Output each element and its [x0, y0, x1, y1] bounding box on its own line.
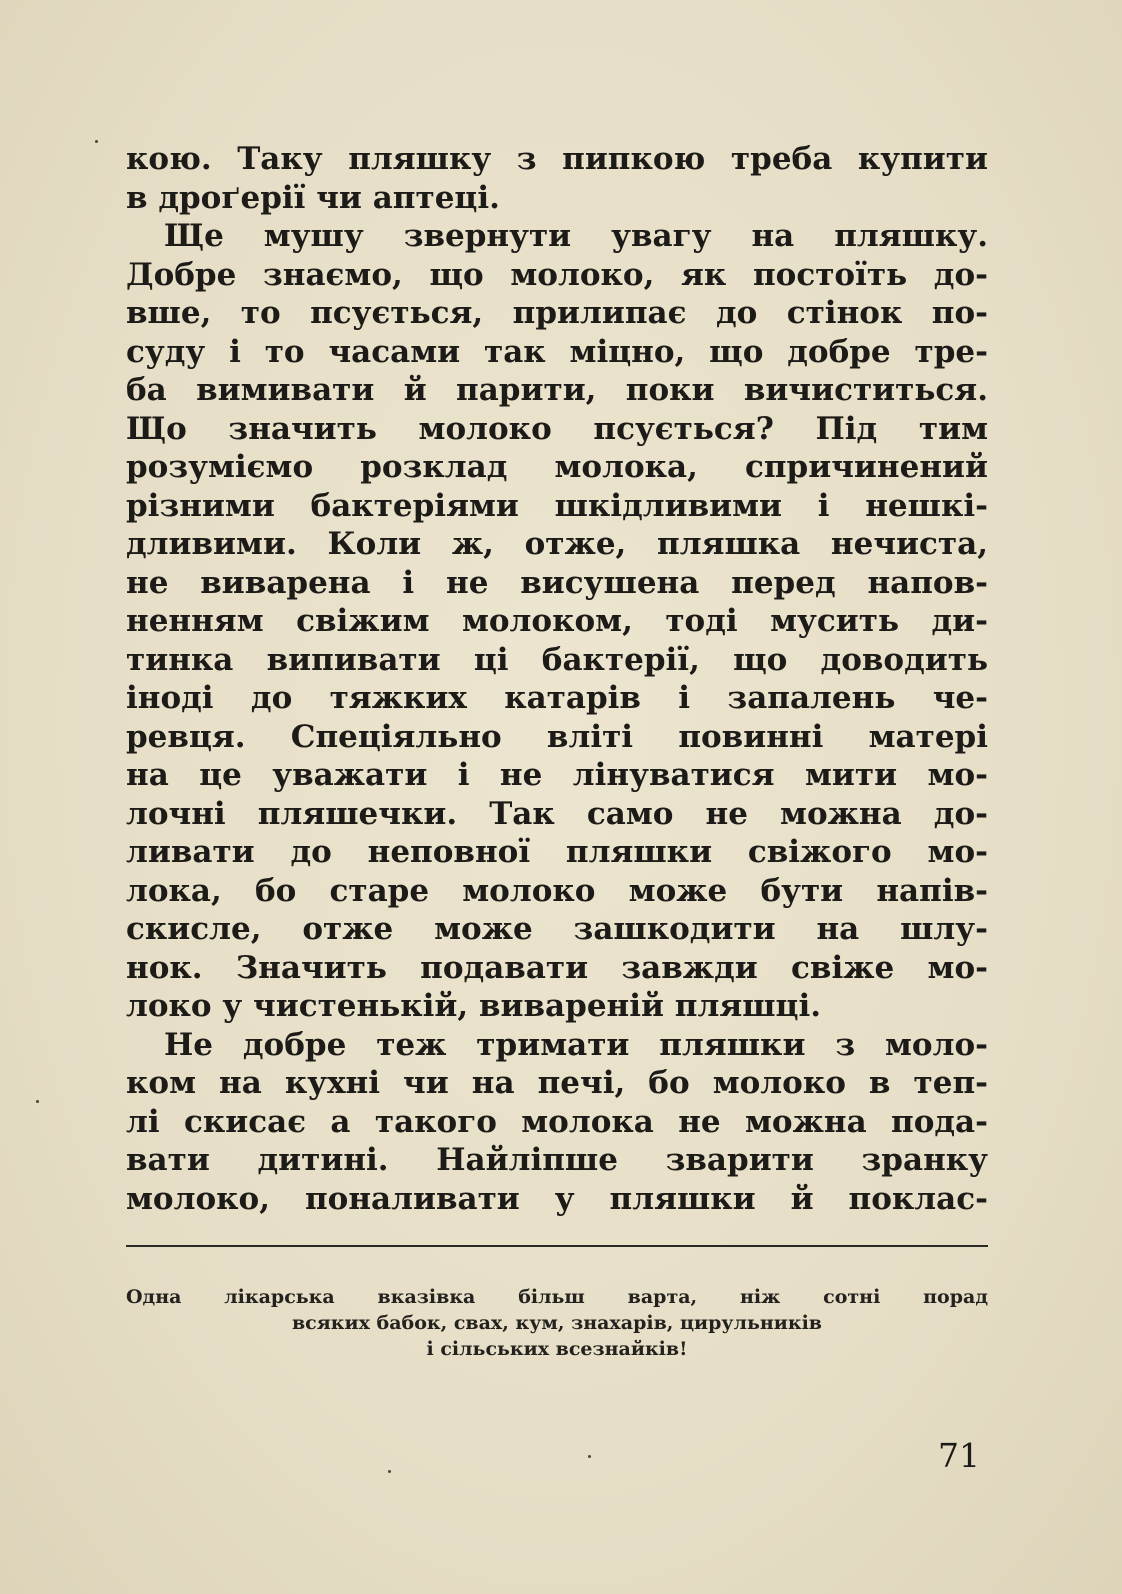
text-line: в дроґерії чи аптеці.: [126, 179, 500, 216]
text-line: ком на кухні чи на печі, бо молоко в теп-: [126, 1065, 988, 1101]
text-line: різними бактеріями шкідливими і нешкі-: [126, 487, 988, 524]
footnote-line: Одна лікарська вказівка більш варта, ніж сотні порад: [126, 1286, 988, 1308]
text-line: Не добре теж тримати пляшки з моло-: [164, 1026, 988, 1063]
text-line: ненням свіжим молоком, тоді мусить ди-: [126, 603, 988, 639]
paper-speck: [36, 1100, 39, 1103]
text-line: молоко, поналивати у пляшки й поклас-: [126, 1180, 988, 1217]
text-line: лі скисає а такого молока не можна пода-: [126, 1103, 988, 1140]
footnote-divider: [126, 1245, 988, 1247]
text-line: вати дитині. Найліпше зварити зранку: [126, 1142, 988, 1178]
footnote: [126, 1284, 988, 1362]
page-number: 71: [938, 1436, 980, 1475]
text-line: не виварена і не висушена перед напов-: [126, 564, 988, 601]
text-line: тинка випивати ці бактерії, що доводить: [126, 641, 988, 678]
text-line: ливати до неповної пляшки свіжого мо-: [126, 834, 988, 870]
text-line: Добре знаємо, що молоко, як постоїть до-: [126, 256, 988, 293]
text-line: суду і то часами так міцно, що добре тре-: [126, 333, 988, 370]
footnote-line: всяких бабок, свах, кум, знахарів, цирульників: [291, 1312, 823, 1334]
text-line: кою. Таку пляшку з пипкою треба купити: [126, 141, 988, 177]
text-line: вше, то псується, прилипає до стінок по-: [126, 295, 988, 331]
text-line: Ще мушу звернути увагу на пляшку.: [164, 218, 988, 254]
text-line: ревця. Спеціяльно вліті повинні матері: [126, 718, 988, 755]
footnote-line: і сільських всезнайків!: [426, 1338, 688, 1360]
text-line: локо у чистенькій, вивареній пляшці.: [126, 988, 822, 1024]
text-line: іноді до тяжких катарів і запалень че-: [126, 680, 988, 716]
body-text: [126, 140, 988, 1218]
text-line: лока, бо старе молоко може бути напів-: [126, 872, 988, 909]
paper-speck: [388, 1470, 391, 1473]
text-line: нок. Значить подавати завжди свіже мо-: [126, 949, 988, 986]
text-line: на це уважати і не лінуватися мити мо-: [126, 757, 988, 793]
paper-speck: [588, 1455, 591, 1458]
paper-speck: [95, 140, 98, 143]
text-line: ба вимивати й парити, поки вичиститься.: [126, 372, 988, 408]
text-line: розуміємо розклад молока, спричинений: [126, 449, 988, 485]
text-line: лочні пляшечки. Так само не можна до-: [126, 795, 988, 832]
text-line: скисле, отже може зашкодити на шлу-: [126, 911, 988, 947]
text-line: дливими. Коли ж, отже, пляшка нечиста,: [126, 526, 988, 562]
text-line: Що значить молоко псується? Під тим: [126, 410, 988, 447]
